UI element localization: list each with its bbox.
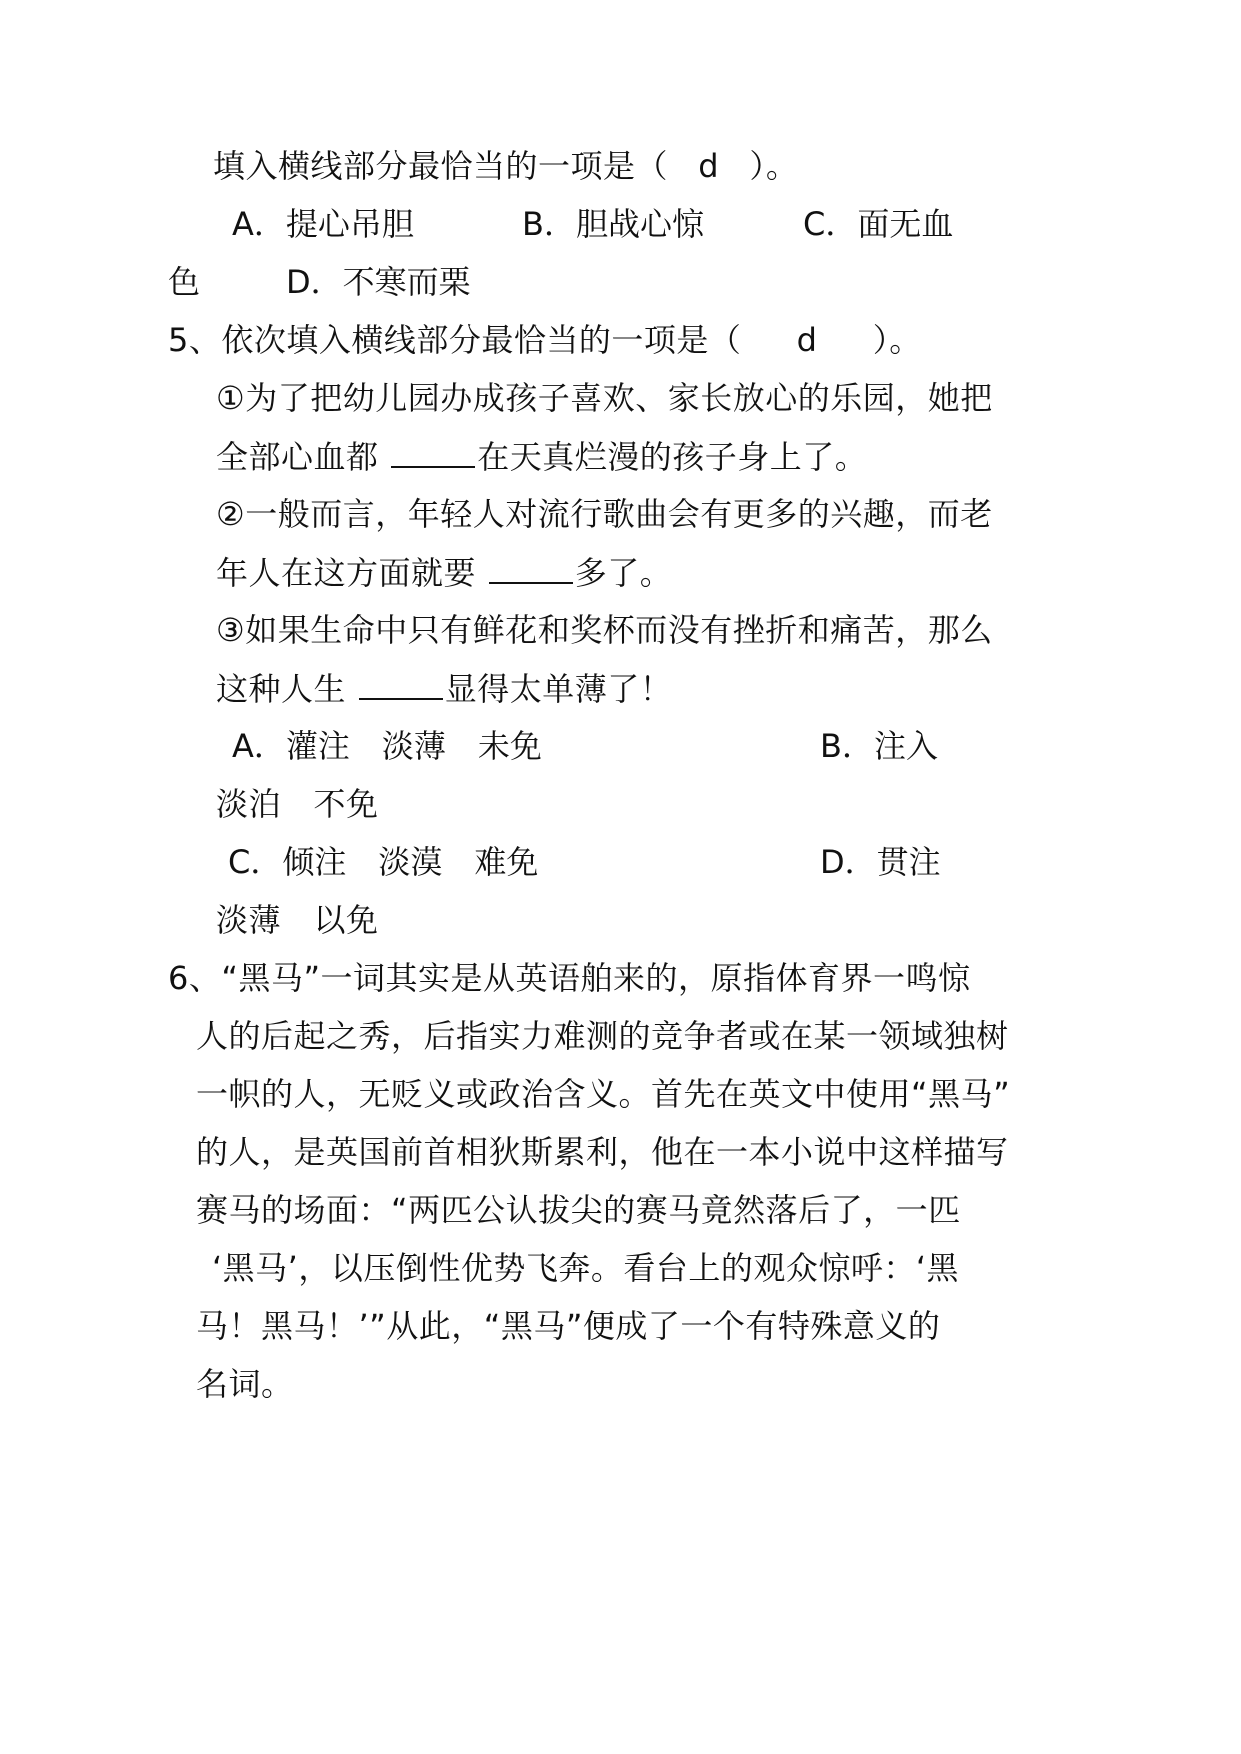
q4-option-a: A．提心吊胆 bbox=[232, 205, 414, 243]
q5-sentence2-line1: ②一般而言，年轻人对流行歌曲会有更多的兴趣，而老 bbox=[216, 495, 993, 533]
q6-line5: 赛马的场面：“两匹公认拔尖的赛马竟然落后了，一匹 bbox=[196, 1191, 961, 1229]
q5-sentence2-line2 bbox=[216, 552, 672, 592]
q4-options-row2 bbox=[0, 262, 1241, 302]
q5-options-row2 bbox=[0, 842, 1241, 882]
q5-answer: d bbox=[796, 321, 818, 359]
q5-sentence1-line2 bbox=[216, 436, 867, 476]
q5-s2-pre: 年人在这方面就要 bbox=[216, 554, 477, 592]
q6-number: 6、 bbox=[168, 959, 222, 997]
q6-line3: 一帜的人，无贬义或政治含义。首先在英文中使用“黑马” bbox=[196, 1075, 1011, 1113]
q4-options-row1 bbox=[0, 204, 1241, 244]
q5-s1-pre: 全部心血都 bbox=[216, 438, 379, 476]
q4-stem-close: ）。 bbox=[749, 147, 799, 185]
q6-line2: 人的后起之秀，后指实力难测的竞争者或在某一领域独树 bbox=[196, 1017, 1009, 1055]
q5-number: 5、 bbox=[168, 321, 222, 359]
q5-option-a: A．灌注 淡薄 未免 bbox=[232, 727, 542, 765]
q5-blank-1 bbox=[391, 436, 475, 468]
q5-stem-close: ）。 bbox=[872, 321, 922, 359]
q5-s3-post: 显得太单薄了！ bbox=[444, 670, 673, 708]
q5-sentence3-line1: ③如果生命中只有鲜花和奖杯而没有挫折和痛苦，那么 bbox=[216, 611, 993, 649]
q4-stem bbox=[213, 146, 798, 186]
q5-blank-3 bbox=[359, 668, 443, 700]
q5-blank-2 bbox=[489, 552, 573, 584]
q5-sentence3-line2 bbox=[216, 668, 672, 708]
q4-option-b: B．胆战心惊 bbox=[522, 205, 704, 243]
q6-line8: 名词。 bbox=[196, 1365, 294, 1403]
q5-stem-text: 依次填入横线部分最恰当的一项是（ bbox=[221, 321, 742, 359]
q4-option-c-cont: 色 bbox=[168, 263, 201, 301]
q5-option-c: C．倾注 淡漠 难免 bbox=[228, 843, 539, 881]
q6-line6: ‘黑马’，以压倒性优势飞奔。看台上的观众惊呼：‘黑 bbox=[212, 1249, 960, 1287]
q5-option-b: B．注入 bbox=[820, 727, 938, 765]
q5-s2-post: 多了。 bbox=[574, 554, 673, 592]
q5-option-d: D．贯注 bbox=[820, 843, 941, 881]
q4-answer: d bbox=[698, 147, 720, 185]
q5-sentence1-line1: ①为了把幼儿园办成孩子喜欢、家长放心的乐园，她把 bbox=[216, 379, 993, 417]
q5-stem bbox=[168, 320, 922, 360]
q4-option-c: C．面无血 bbox=[803, 205, 954, 243]
q5-s1-post: 在天真烂漫的孩子身上了。 bbox=[477, 438, 868, 476]
q6-line1 bbox=[168, 958, 971, 998]
q4-stem-text: 填入横线部分最恰当的一项是（ bbox=[213, 147, 669, 185]
q6-text-1: “黑马”一词其实是从英语舶来的，原指体育界一鸣惊 bbox=[221, 959, 971, 997]
q5-s3-pre: 这种人生 bbox=[216, 670, 347, 708]
q4-option-d: D．不寒而栗 bbox=[286, 263, 471, 301]
q5-options-row1 bbox=[0, 726, 1241, 766]
q6-line7: 马！黑马！’”从此，“黑马”便成了一个有特殊意义的 bbox=[196, 1307, 941, 1345]
q6-line4: 的人，是英国前首相狄斯累利，他在一本小说中这样描写 bbox=[196, 1133, 1009, 1171]
q5-option-d-cont: 淡薄 以免 bbox=[216, 901, 379, 939]
q5-option-b-cont: 淡泊 不免 bbox=[216, 785, 379, 823]
